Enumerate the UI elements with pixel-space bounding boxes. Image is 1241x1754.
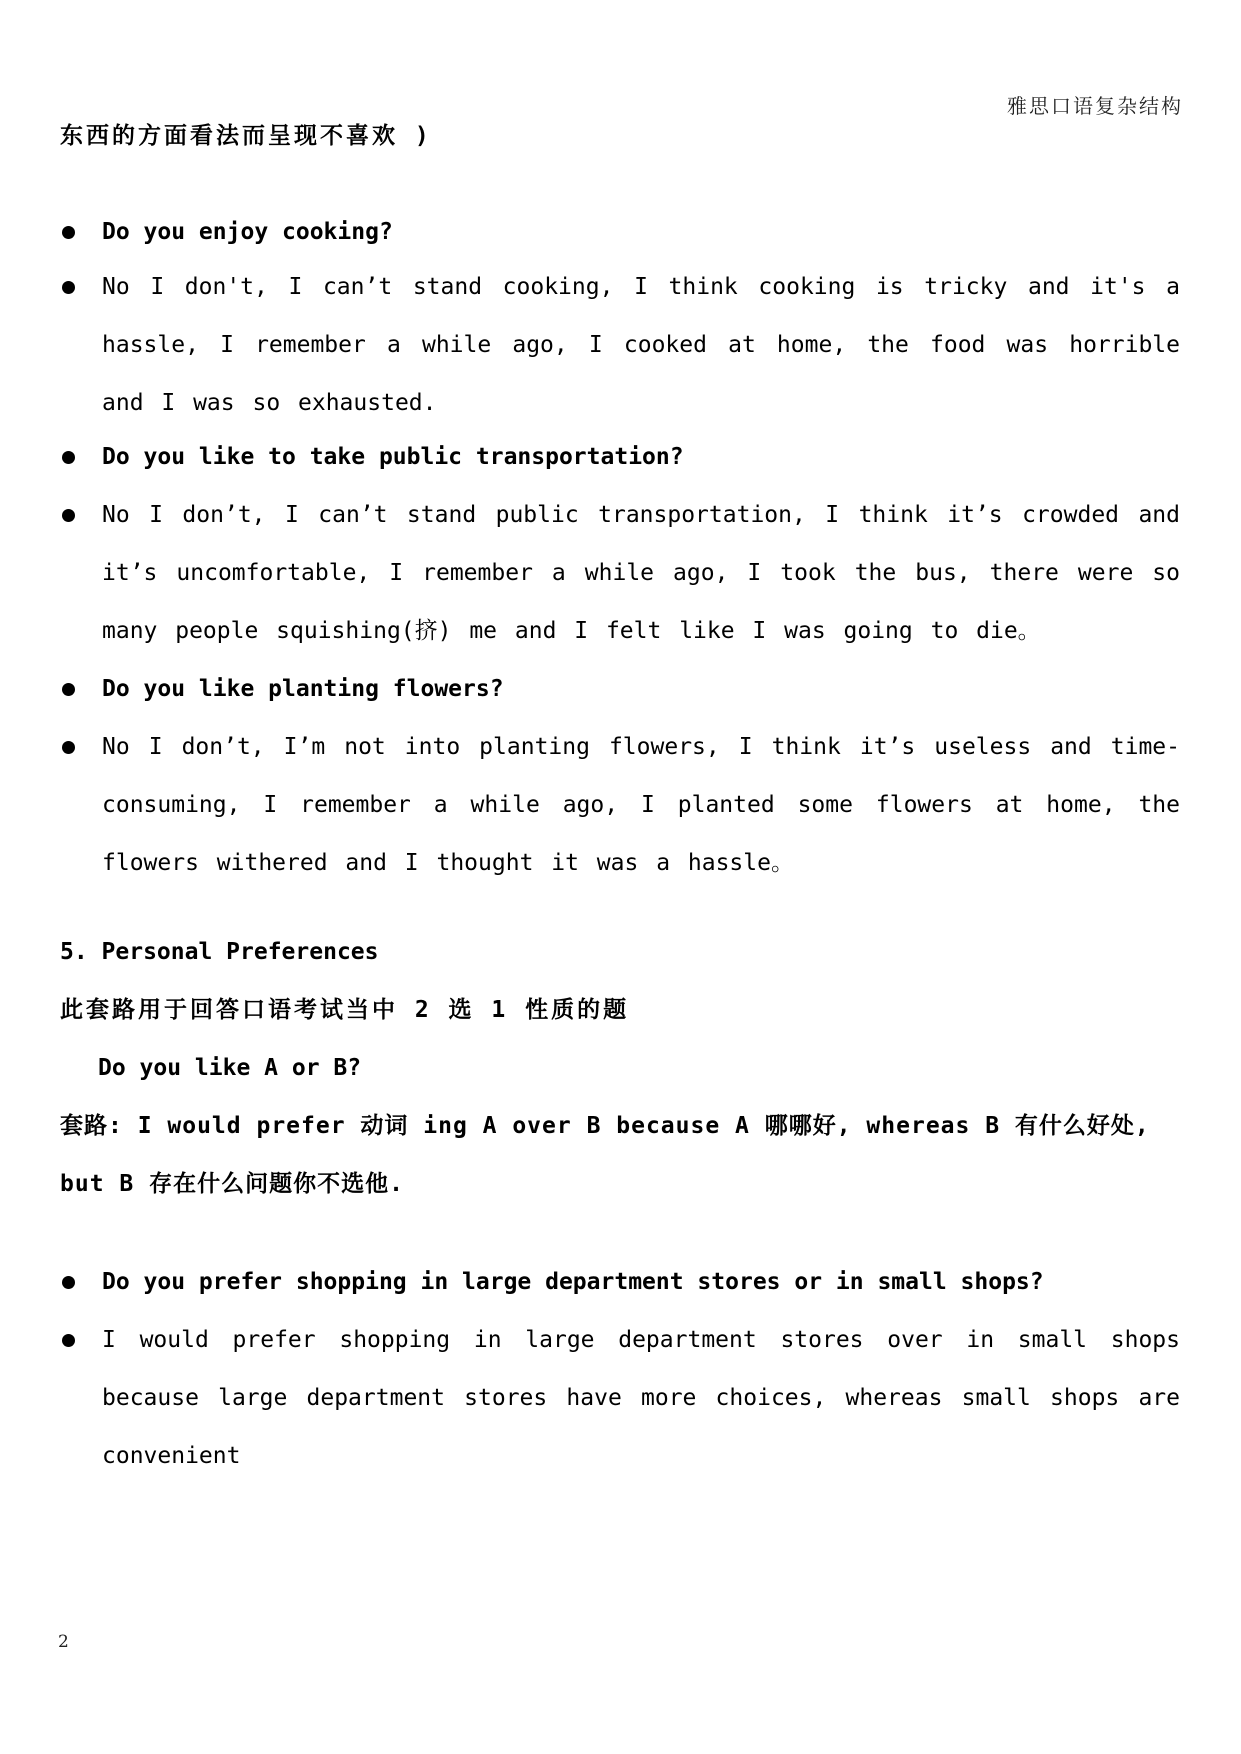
bullet-icon [62, 509, 75, 522]
question-text: Do you like planting flowers? [102, 676, 504, 702]
bullet-icon [62, 1276, 75, 1289]
question-item [60, 1253, 1180, 1311]
answer-text: I would prefer shopping in large department stores over in small shops because large department stores have more choices, whereas small shops are convenient [102, 1327, 1180, 1469]
bullet-icon [62, 741, 75, 754]
question-item [60, 660, 1180, 718]
page-number: 2 [58, 1632, 69, 1652]
question-text: Do you prefer shopping in large department stores or in small shops? [102, 1269, 1044, 1295]
bullet-icon [62, 451, 75, 464]
section-title: 5. Personal Preferences [60, 939, 379, 965]
bullet-icon [62, 683, 75, 696]
answer-text: No I don’t, I can’t stand public transportation, I think it’s crowded and it’s uncomfortable, I remember a while ago, I took the bus, there were so many people squishing(挤) me and I felt like I was going to die。 [102, 502, 1180, 644]
answer-template: 套路: I would prefer 动词 ing A over B because A 哪哪好, whereas B 有什么好处, but B 存在什么问题你不选他. [60, 1113, 1150, 1197]
document-body [60, 125, 1180, 1485]
bullet-icon [62, 281, 75, 294]
section-description: 此套路用于回答口语考试当中 2 选 1 性质的题 [60, 997, 630, 1023]
question-item [60, 428, 1180, 486]
section-prompt: Do you like A or B? [98, 1055, 362, 1081]
bullet-icon [62, 226, 75, 239]
answer-text: No I don’t, I’m not into planting flowers, I think it’s useless and time-consuming, I remember a while ago, I planted some flowers at home, the flowers withered and I thought it was a hassle。 [102, 734, 1180, 876]
answer-item [60, 486, 1180, 660]
intro-text: 东西的方面看法而呈现不喜欢 ) [60, 123, 432, 149]
bullet-icon [62, 1334, 75, 1347]
question-text: Do you enjoy cooking? [102, 219, 393, 245]
question-text: Do you like to take public transportation? [102, 444, 684, 470]
answer-text: No I don't, I can’t stand cooking, I think cooking is tricky and it's a hassle, I remember a while ago, I cooked at home, the food was horrible and I was so exhausted. [102, 274, 1180, 416]
page-header: 雅思口语复杂结构 [1007, 94, 1183, 118]
answer-item [60, 1311, 1180, 1485]
question-item [60, 200, 1180, 265]
answer-item [60, 718, 1180, 892]
answer-item [60, 258, 1180, 432]
